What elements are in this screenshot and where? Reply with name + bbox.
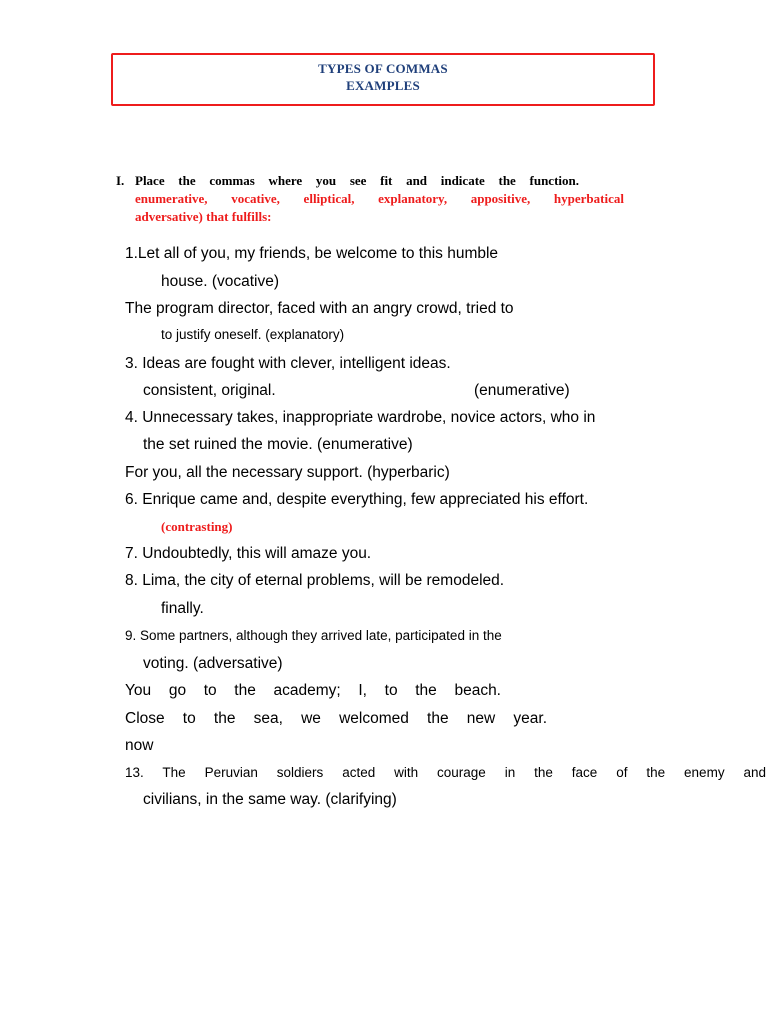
instruction-categories: enumerative, vocative, elliptical, explanatory, appositive, hyperbatical — [135, 191, 624, 206]
exercise-line: 8. Lima, the city of eternal problems, will be remodeled. — [125, 572, 505, 589]
page-subtitle: EXAMPLES — [346, 78, 420, 93]
exercise-line: You go to the academy; I, to the beach. — [125, 682, 501, 699]
page-title: TYPES OF COMMAS — [318, 61, 448, 76]
exercise-line: voting. (adversative) — [143, 655, 283, 672]
exercise-line: 7. Undoubtedly, this will amaze you. — [125, 545, 372, 562]
exercise-line: (enumerative) — [474, 382, 570, 399]
exercise-line: For you, all the necessary support. (hyperbaric) — [125, 464, 450, 481]
instruction-text: Place the commas where you see fit and indicate the function. — [135, 173, 579, 188]
exercise-line: 4. Unnecessary takes, inappropriate wardrobe, novice actors, who in — [125, 409, 596, 426]
instruction-categories-cont: adversative) that fulfills: — [135, 209, 272, 224]
exercise-line: finally. — [161, 600, 204, 617]
exercise-line: 13. The Peruvian soldiers acted with courage in the face of the enemy and — [125, 765, 766, 780]
instruction-number: I. — [116, 173, 125, 188]
exercise-line: consistent, original. — [143, 382, 276, 399]
exercise-line: (contrasting) — [161, 519, 233, 534]
exercise-line: house. (vocative) — [161, 273, 280, 290]
exercise-line: The program director, faced with an angry crowd, tried to — [125, 300, 514, 317]
exercise-line: now — [125, 737, 154, 754]
exercise-line: 9. Some partners, although they arrived late, participated in the — [125, 628, 502, 643]
exercise-line: to justify oneself. (explanatory) — [161, 327, 345, 342]
exercise-line: 1.Let all of you, my friends, be welcome to this humble — [125, 245, 499, 262]
exercise-line: 3. Ideas are fought with clever, intelligent ideas. — [125, 355, 451, 372]
exercise-line: the set ruined the movie. (enumerative) — [143, 436, 413, 453]
title-box — [111, 53, 655, 106]
exercise-line: 6. Enrique came and, despite everything, few appreciated his effort. — [125, 491, 589, 508]
exercise-line: Close to the sea, we welcomed the new year. — [125, 710, 547, 727]
exercise-line: civilians, in the same way. (clarifying) — [143, 791, 397, 808]
